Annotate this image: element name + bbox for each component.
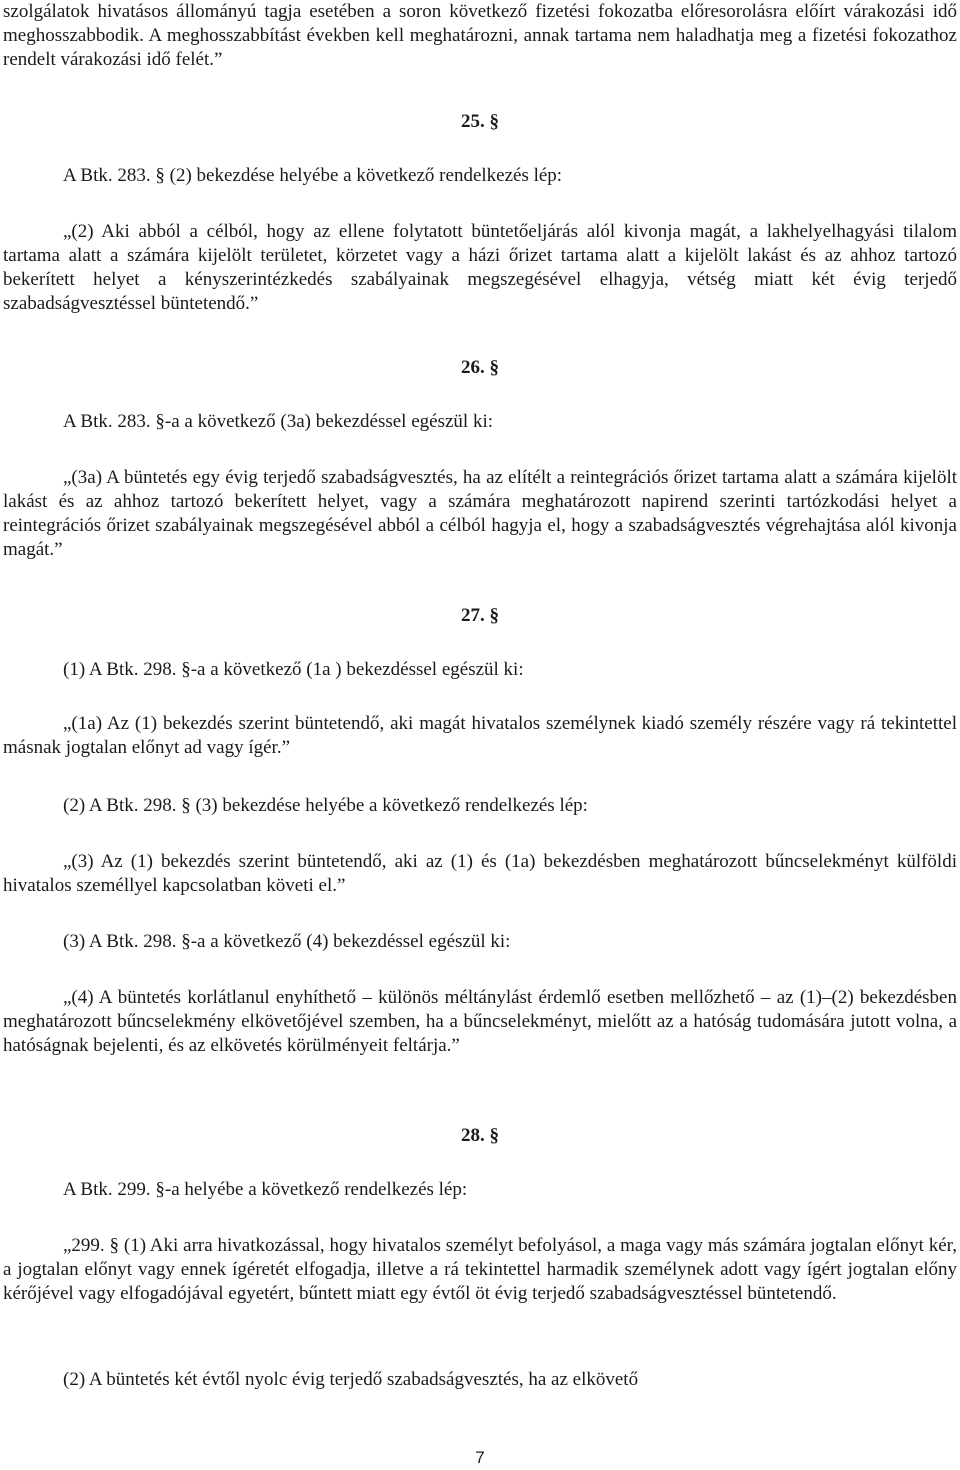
section-heading-27: 27. §	[461, 605, 499, 626]
section-25-quoted-text: „(2) Aki abból a célból, hogy az ellene folytatott büntetőeljárás alól kivonja magát, a lakhelyelhagyási tilalom tartama alatt a számára kijelölt területet, körzetet vagy a házi őrizet tartama alatt a kijelölt lakást és az ahhoz tartozó bekerített helyet a kényszerintézkedés szabályainak megszegésével elhagyja, vétség miatt két évig terjedő szabadságvesztéssel büntetendő.”	[3, 221, 957, 314]
section-26-quoted-text: „(3a) A büntetés egy évig terjedő szabadságvesztés, ha az elítélt a reintegrációs őrizet tartama alatt a számára kijelölt lakást és az ahhoz tartozó bekerített helyet, vagy a számára meghatározott napirend szerinti tartózkodási helyet a reintegrációs őrizet szabályainak megszegésével abból a célból hagyja el, hogy a szabadságvesztés végrehajtása alól kivonja magát.”	[3, 467, 957, 560]
section-28-quoted-text-1: „299. § (1) Aki arra hivatkozással, hogy hivatalos személyt befolyásol, a maga vagy más számára jogtalan előnyt kér, a jogtalan előnyt vagy ennek ígéretét elfogadja, illetve a rá tekintettel harmadik személynek adott vagy ígért jogtalan előny kérőjével vagy elfogadójával egyetért, bűntett miatt egy évtől öt évig terjedő szabadságvesztéssel büntetendő.	[3, 1235, 957, 1304]
section-27-quoted-text-2: „(3) Az (1) bekezdés szerint büntetendő, aki az (1) és (1a) bekezdésben meghatározott bűncselekményt külföldi hivatalos személlyel kapcsolatban követi el.”	[3, 851, 957, 896]
section-28-intro: A Btk. 299. §-a helyébe a következő rendelkezés lép:	[63, 1179, 468, 1200]
section-27-intro-1: (1) A Btk. 298. §-a a következő (1a ) bekezdéssel egészül ki:	[63, 659, 524, 680]
section-28-quoted-text-2: (2) A büntetés két évtől nyolc évig terjedő szabadságvesztés, ha az elkövető	[63, 1369, 639, 1390]
paragraph-continued: szolgálatok hivatásos állományú tagja esetében a soron következő fizetési fokozatba előresorolásra előírt várakozási idő meghosszabbodik. A meghosszabbítást években kell meghatározni, annak tartama nem haladhatja meg a fizetési fokozathoz rendelt várakozási idő felét.”	[3, 1, 957, 70]
section-heading-26: 26. §	[461, 357, 499, 378]
section-25-intro: A Btk. 283. § (2) bekezdése helyébe a következő rendelkezés lép:	[63, 165, 563, 186]
page-number: 7	[475, 1448, 485, 1467]
section-27-quoted-text-1: „(1a) Az (1) bekezdés szerint büntetendő, aki magát hivatalos személynek kiadó személy részére vagy rá tekintettel másnak jogtalan előnyt ad vagy ígér.”	[3, 713, 957, 758]
section-27-intro-3: (3) A Btk. 298. §-a a következő (4) bekezdéssel egészül ki:	[63, 931, 511, 952]
section-27-intro-2: (2) A Btk. 298. § (3) bekezdése helyébe a következő rendelkezés lép:	[63, 795, 588, 816]
section-26-intro: A Btk. 283. §-a a következő (3a) bekezdéssel egészül ki:	[63, 411, 493, 432]
section-heading-28: 28. §	[461, 1125, 499, 1146]
section-27-quoted-text-3: „(4) A büntetés korlátlanul enyhíthető – különös méltánylást érdemlő esetben mellőzhető – az (1)–(2) bekezdésben meghatározott bűncselekmény elkövetőjével szemben, ha a bűncselekményt, mielőtt az a hatóság tudomására jutott volna, a hatóságnak bejelenti, és az elkövetés körülményeit feltárja.”	[3, 987, 957, 1056]
section-heading-25: 25. §	[461, 111, 499, 132]
